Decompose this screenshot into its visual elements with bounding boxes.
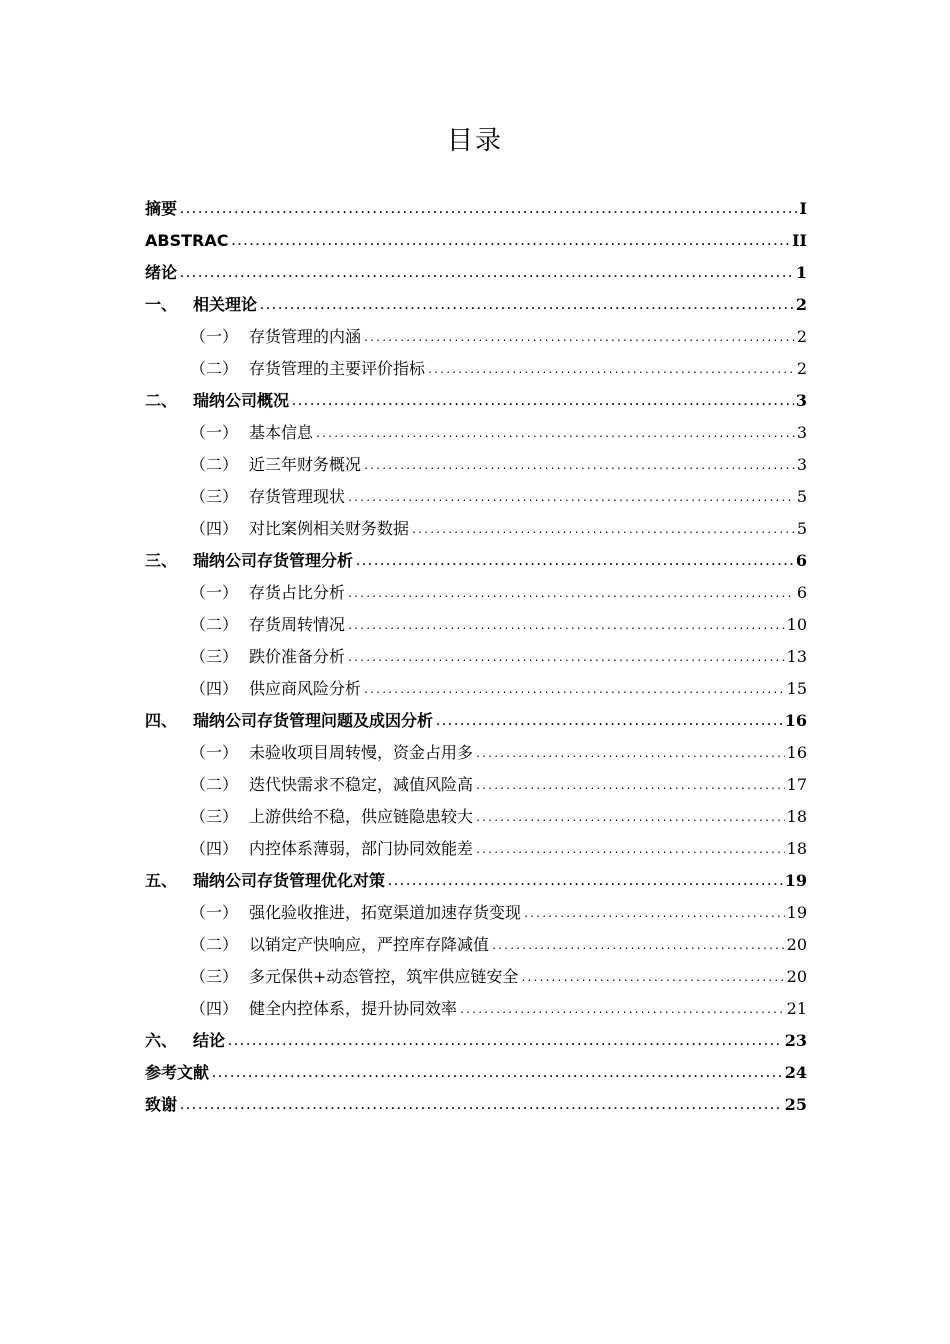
toc-subentry[interactable] xyxy=(145,769,807,801)
toc-dot-leader xyxy=(347,611,785,643)
toc-entry-label: 未验收项目周转慢，资金占用多 xyxy=(249,743,474,762)
toc-dot-leader xyxy=(411,515,795,547)
toc-dot-leader xyxy=(523,899,785,931)
toc-entry-number: （一） xyxy=(190,327,239,346)
toc-entry-label: 瑞纳公司存货管理优化对策 xyxy=(193,871,386,890)
toc-entry[interactable] xyxy=(145,865,807,897)
toc-entry-number: （三） xyxy=(190,967,239,986)
toc-entry-page: 19 xyxy=(786,903,807,922)
toc-entry-number: （四） xyxy=(190,999,239,1018)
toc-entry-number: （二） xyxy=(190,775,239,794)
toc-entry-label: 绪论 xyxy=(145,263,178,282)
toc-dot-leader xyxy=(435,707,783,739)
toc-entry-page: 16 xyxy=(784,711,807,730)
toc-dot-leader xyxy=(363,451,795,483)
toc-entry-label: 健全内控体系，提升协同效率 xyxy=(249,999,458,1018)
toc-dot-leader xyxy=(427,355,795,387)
toc-dot-leader xyxy=(491,931,785,963)
toc-dot-leader xyxy=(259,291,794,323)
toc-entry-page: 18 xyxy=(786,807,807,826)
toc-entry-page: 6 xyxy=(795,551,807,570)
toc-entry-label: 以销定产快响应，严控库存降减值 xyxy=(249,935,490,954)
toc-entry-number: （三） xyxy=(190,807,239,826)
toc-entry-number: 二、 xyxy=(145,391,178,410)
toc-entry-number: （三） xyxy=(190,487,239,506)
toc-entry[interactable] xyxy=(145,1025,807,1057)
toc-subentry[interactable] xyxy=(145,513,807,545)
toc-entry-number: 三、 xyxy=(145,551,178,570)
toc-entry-number: （二） xyxy=(190,615,239,634)
toc-title: 目录 xyxy=(446,126,503,156)
toc-dot-leader xyxy=(227,1027,783,1059)
toc-entry-number: 四、 xyxy=(145,711,178,730)
toc-dot-leader xyxy=(520,963,784,995)
toc-entry-page: 2 xyxy=(796,327,807,346)
toc-entry-label: 瑞纳公司存货管理分析 xyxy=(193,551,354,570)
toc-entry[interactable] xyxy=(145,705,807,737)
toc-entry-page: 5 xyxy=(796,519,807,538)
toc-entry-label: 瑞纳公司存货管理问题及成因分析 xyxy=(193,711,434,730)
toc-entry-label: 对比案例相关财务数据 xyxy=(249,519,410,538)
toc-dot-leader xyxy=(315,419,795,451)
toc-subentry[interactable] xyxy=(145,609,807,641)
toc-entry-label: 结论 xyxy=(193,1031,226,1050)
toc-entry-label: 摘要 xyxy=(145,199,178,218)
toc-entry-page: 2 xyxy=(796,359,807,378)
toc-dot-leader xyxy=(179,195,798,227)
toc-entry-page: 5 xyxy=(796,487,807,506)
toc-entry-number: （四） xyxy=(190,679,239,698)
toc-subentry[interactable] xyxy=(145,833,807,865)
toc-entry-number: （二） xyxy=(190,455,239,474)
toc-entry[interactable] xyxy=(145,1089,807,1121)
toc-entry-page: 25 xyxy=(784,1095,807,1114)
toc-subentry[interactable] xyxy=(145,737,807,769)
toc-entry-label: 迭代快需求不稳定，减值风险高 xyxy=(249,775,474,794)
toc-dot-leader xyxy=(475,771,785,803)
toc-entry-label: 存货管理现状 xyxy=(249,487,346,506)
toc-entry[interactable] xyxy=(145,545,807,577)
toc-entry-number: （二） xyxy=(190,359,239,378)
toc-entry-number: （二） xyxy=(190,935,239,954)
toc-entry-number: 五、 xyxy=(145,871,178,890)
toc-entry-number: （四） xyxy=(190,839,239,858)
toc-subentry[interactable] xyxy=(145,673,807,705)
toc-entry-page: 1 xyxy=(795,263,807,282)
toc-entry-page: 16 xyxy=(786,743,807,762)
toc-entry-number: 六、 xyxy=(145,1031,178,1050)
toc-entry-page: 15 xyxy=(786,679,807,698)
toc-dot-leader xyxy=(475,835,785,867)
toc-entry-page: 10 xyxy=(786,615,807,634)
toc-dot-leader xyxy=(179,259,794,291)
toc-subentry[interactable] xyxy=(145,481,807,513)
toc-dot-leader xyxy=(291,387,794,419)
toc-entry-page: 19 xyxy=(784,871,807,890)
toc-entry-page: 20 xyxy=(786,967,807,986)
toc-dot-leader xyxy=(387,867,783,899)
toc-dot-leader xyxy=(355,547,794,579)
toc-subentry[interactable] xyxy=(145,641,807,673)
toc-entry-label: 致谢 xyxy=(145,1095,178,1114)
toc-entry-page: 6 xyxy=(796,583,807,602)
toc-subentry[interactable] xyxy=(145,417,807,449)
toc-dot-leader xyxy=(363,675,785,707)
toc-entry-page: II xyxy=(792,231,807,250)
toc-subentry[interactable] xyxy=(145,321,807,353)
toc-entry-page: 3 xyxy=(796,423,807,442)
toc-entry-page: I xyxy=(799,199,807,218)
toc-entry-number: （一） xyxy=(190,743,239,762)
toc-entry-label: 供应商风险分析 xyxy=(249,679,362,698)
toc-entry-number: （一） xyxy=(190,583,239,602)
toc-entry-label: 跌价准备分析 xyxy=(249,647,346,666)
toc-dot-leader xyxy=(459,995,785,1027)
toc-entry-number: （四） xyxy=(190,519,239,538)
toc-entry-label: 存货占比分析 xyxy=(249,583,346,602)
toc-entry-label: 瑞纳公司概况 xyxy=(193,391,290,410)
toc-entry-label: 上游供给不稳，供应链隐患较大 xyxy=(249,807,474,826)
toc-subentry[interactable] xyxy=(145,449,807,481)
toc-entry-page: 17 xyxy=(786,775,807,794)
toc-dot-leader xyxy=(347,483,795,515)
toc-dot-leader xyxy=(211,1059,783,1091)
toc-subentry[interactable] xyxy=(145,993,807,1025)
toc-entry-number: （一） xyxy=(190,903,239,922)
toc-entry-page: 21 xyxy=(786,999,807,1018)
toc-entry-label: ABSTRAC xyxy=(145,231,229,250)
toc-dot-leader xyxy=(347,643,785,675)
toc-entry-label: 内控体系薄弱，部门协同效能差 xyxy=(249,839,474,858)
toc-dot-leader xyxy=(230,227,790,259)
toc-entry[interactable] xyxy=(145,225,807,257)
toc-entry-page: 3 xyxy=(796,455,807,474)
toc-entry-label: 参考文献 xyxy=(145,1063,210,1082)
toc-entry-page: 3 xyxy=(795,391,807,410)
toc-subentry[interactable] xyxy=(145,353,807,385)
toc-entry[interactable] xyxy=(145,1057,807,1089)
table-of-contents xyxy=(145,193,807,1121)
toc-dot-leader xyxy=(475,803,785,835)
toc-entry-label: 存货管理的主要评价指标 xyxy=(249,359,426,378)
toc-entry-label: 相关理论 xyxy=(193,295,258,314)
toc-entry-page: 13 xyxy=(786,647,807,666)
toc-subentry[interactable] xyxy=(145,929,807,961)
toc-entry-page: 24 xyxy=(784,1063,807,1082)
toc-subentry[interactable] xyxy=(145,577,807,609)
toc-entry-page: 2 xyxy=(795,295,807,314)
toc-entry-number: （一） xyxy=(190,423,239,442)
toc-entry-label: 存货周转情况 xyxy=(249,615,346,634)
toc-entry-label: 存货管理的内涵 xyxy=(249,327,362,346)
toc-subentry[interactable] xyxy=(145,961,807,993)
toc-entry-label: 多元保供+动态管控，筑牢供应链安全 xyxy=(249,967,519,986)
toc-entry-label: 强化验收推进，拓宽渠道加速存货变现 xyxy=(249,903,522,922)
toc-entry-page: 20 xyxy=(786,935,807,954)
toc-entry[interactable] xyxy=(145,289,807,321)
toc-entry-number: （三） xyxy=(190,647,239,666)
toc-dot-leader xyxy=(475,739,785,771)
toc-entry[interactable] xyxy=(145,193,807,225)
toc-dot-leader xyxy=(347,579,795,611)
toc-entry-number: 一、 xyxy=(145,295,178,314)
toc-entry-page: 23 xyxy=(784,1031,807,1050)
toc-entry-label: 基本信息 xyxy=(249,423,314,442)
toc-subentry[interactable] xyxy=(145,897,807,929)
toc-subentry[interactable] xyxy=(145,801,807,833)
toc-entry[interactable] xyxy=(145,385,807,417)
toc-entry-page: 18 xyxy=(786,839,807,858)
toc-dot-leader xyxy=(363,323,795,355)
toc-entry[interactable] xyxy=(145,257,807,289)
toc-dot-leader xyxy=(179,1091,783,1123)
toc-entry-label: 近三年财务概况 xyxy=(249,455,362,474)
